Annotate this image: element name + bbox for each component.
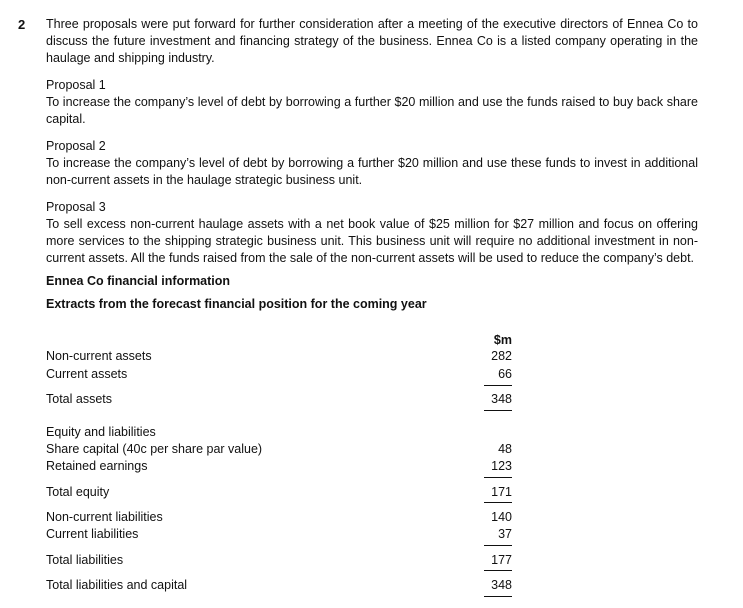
label: Total liabilities and capital	[46, 578, 188, 592]
subtotal-rule	[484, 477, 512, 478]
value: 348	[491, 392, 512, 406]
label: Current liabilities	[46, 527, 139, 541]
intro-paragraph: Three proposals were put forward for further consideration after a meeting of the executive directors of Ennea Co to discuss the future investment and financing strategy of the business. Ennea Co is a listed company operating in the haulage and shipping industry.	[46, 17, 698, 65]
proposal-1-text: To increase the company’s level of debt by borrowing a further $20 million and use the funds raised to buy back share capital.	[46, 95, 698, 126]
value: 37	[498, 527, 512, 541]
label: Total assets	[46, 392, 113, 406]
table-title: Extracts from the forecast financial position for the coming year	[46, 297, 427, 311]
label: Equity and liabilities	[46, 425, 156, 439]
row-current-assets	[46, 366, 512, 383]
row-total-assets	[46, 391, 512, 408]
value: 123	[491, 459, 512, 473]
proposal-1-heading: Proposal 1	[46, 78, 106, 92]
unit-header-row	[46, 332, 512, 349]
subtotal-rule	[484, 385, 512, 386]
value: 348	[491, 578, 512, 592]
value: 140	[491, 510, 512, 524]
value: 282	[491, 349, 512, 363]
row-total-liabilities-and-capital	[46, 577, 512, 594]
question-body	[46, 16, 698, 313]
proposal-3-heading: Proposal 3	[46, 200, 106, 214]
proposal-2-text: To increase the company’s level of debt by borrowing a further $20 million and use these funds to invest in additional non-current assets in the haulage strategic business unit.	[46, 156, 698, 187]
value: 66	[498, 367, 512, 381]
section-title: Ennea Co financial information	[46, 274, 231, 288]
proposal-3-text: To sell excess non-current haulage assets with a net book value of $25 million for $27 million and focus on offering more services to the shipping strategic business unit. This business unit will require no additional investment in non-current assets. All the funds raised from the sale of the non-current assets will be used to reduce the company’s debt.	[46, 217, 698, 265]
total-rule	[484, 410, 512, 411]
value: 48	[498, 442, 512, 456]
label: Current assets	[46, 367, 128, 381]
value: 177	[491, 553, 512, 567]
label: Non-current assets	[46, 349, 152, 363]
question-number: 2	[18, 17, 26, 32]
label: Retained earnings	[46, 459, 148, 473]
row-non-current-liabilities	[46, 509, 512, 526]
row-non-current-assets	[46, 348, 512, 365]
row-equity-heading	[46, 424, 512, 441]
total-rule	[484, 596, 512, 597]
row-share-capital	[46, 441, 512, 458]
label: Non-current liabilities	[46, 510, 163, 524]
label: Total equity	[46, 485, 110, 499]
subtotal-rule	[484, 502, 512, 503]
unit-header: $m	[493, 333, 512, 347]
row-retained-earnings	[46, 458, 512, 475]
row-current-liabilities	[46, 526, 512, 543]
label: Share capital (40c per share par value)	[46, 442, 263, 456]
label: Total liabilities	[46, 553, 124, 567]
subtotal-rule	[484, 545, 512, 546]
value: 171	[491, 485, 512, 499]
subtotal-rule	[484, 570, 512, 571]
row-total-equity	[46, 484, 512, 501]
proposal-2-heading: Proposal 2	[46, 139, 106, 153]
row-total-liabilities	[46, 552, 512, 569]
